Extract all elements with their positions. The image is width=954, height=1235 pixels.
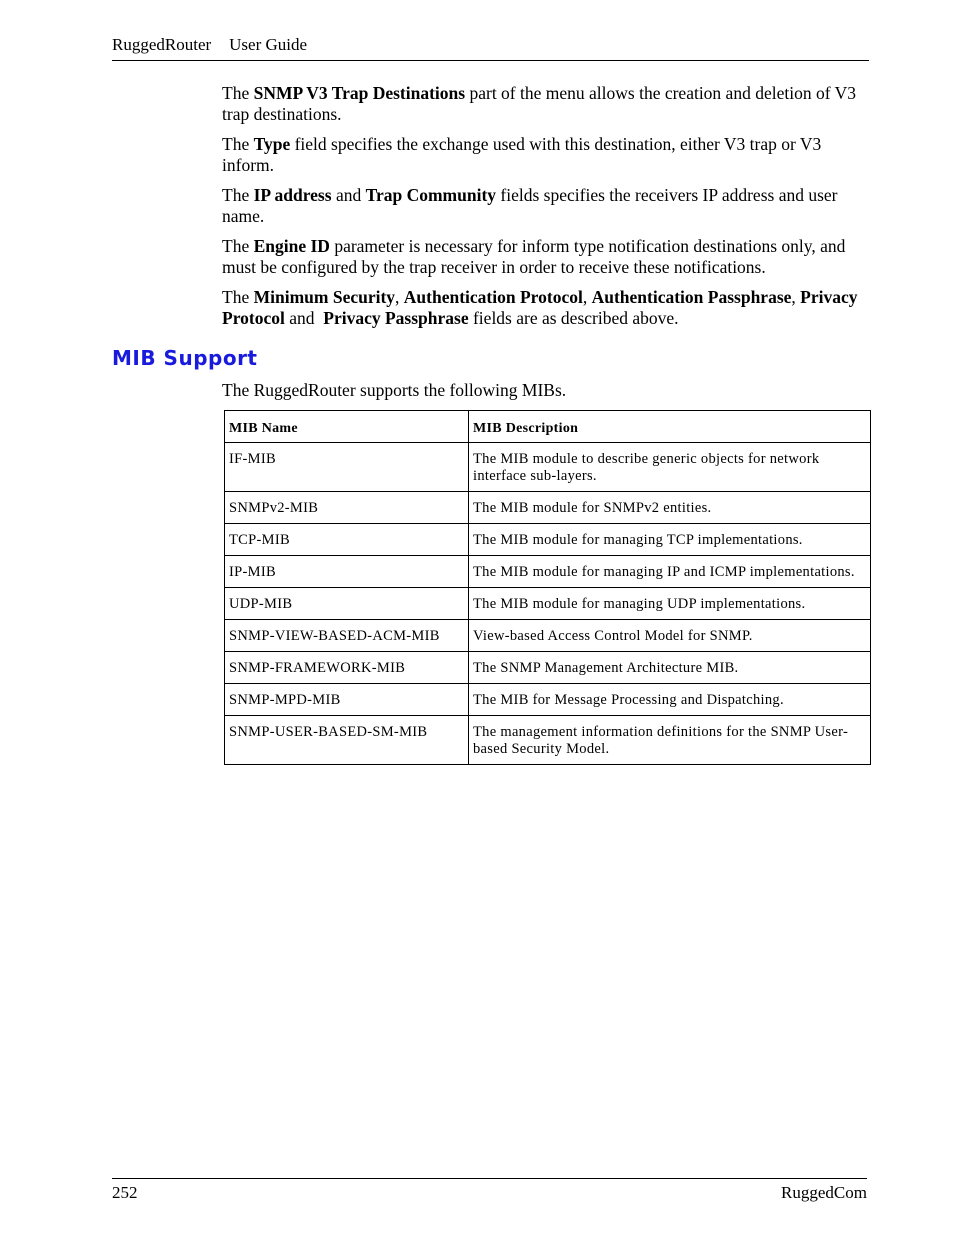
- bold-term: Minimum Security: [253, 287, 396, 307]
- mib-name-cell: SNMP-USER-BASED-SM-MIB: [225, 716, 469, 765]
- paragraph: [222, 185, 870, 227]
- mib-description-cell: The MIB module for managing TCP implementations.: [469, 524, 871, 556]
- text-run: parameter is necessary for inform type notification destinations only, and must be configured by the trap receiver in order to receive these notifications.: [222, 236, 846, 277]
- bold-term: SNMP V3 Trap Destinations: [253, 83, 466, 103]
- page-footer: [112, 1178, 867, 1203]
- section-intro: The RuggedRouter supports the following MIBs.: [222, 380, 567, 400]
- bold-term: Privacy Protocol: [222, 287, 858, 328]
- mib-name-cell: SNMPv2-MIB: [225, 492, 469, 524]
- header-guide-title: User Guide: [229, 35, 308, 54]
- paragraph: [222, 236, 870, 278]
- paragraph: [222, 287, 870, 329]
- table-row: [225, 716, 871, 765]
- body-text: [222, 83, 870, 338]
- mib-description-cell: The management information definitions for the SNMP User-based Security Model.: [469, 716, 871, 765]
- bold-term: Privacy Passphrase: [323, 308, 469, 328]
- table-row: [225, 588, 871, 620]
- mib-name-cell: SNMP-FRAMEWORK-MIB: [225, 652, 469, 684]
- bold-term: Authentication Passphrase: [591, 287, 792, 307]
- text-run: The: [222, 83, 254, 103]
- mib-name-cell: TCP-MIB: [225, 524, 469, 556]
- column-header-mib-name: MIB Name: [225, 411, 469, 443]
- text-run: The: [222, 287, 254, 307]
- bold-term: IP address: [253, 185, 332, 205]
- header-product: RuggedRouter: [112, 35, 212, 54]
- mib-description-cell: View-based Access Control Model for SNMP.: [469, 620, 871, 652]
- mib-name-cell: IP-MIB: [225, 556, 469, 588]
- mib-description-cell: The SNMP Management Architecture MIB.: [469, 652, 871, 684]
- text-run: The: [222, 236, 254, 256]
- table-row: [225, 524, 871, 556]
- table-header-row: [225, 411, 871, 443]
- text-run: ,: [582, 287, 592, 307]
- mib-description-cell: The MIB module to describe generic objects for network interface sub-layers.: [469, 443, 871, 492]
- text-run: part of the menu allows the creation and deletion of V3 trap destinations.: [222, 83, 856, 124]
- bold-term: Engine ID: [253, 236, 330, 256]
- section-heading: MIB Support: [112, 346, 258, 370]
- footer-company: RuggedCom: [781, 1183, 867, 1202]
- bold-term: Authentication Protocol: [403, 287, 583, 307]
- mib-description-cell: The MIB module for SNMPv2 entities.: [469, 492, 871, 524]
- text-run: The: [222, 134, 254, 154]
- column-header-mib-description: MIB Description: [469, 411, 871, 443]
- table-row: [225, 492, 871, 524]
- mib-description-cell: The MIB for Message Processing and Dispatching.: [469, 684, 871, 716]
- mib-name-cell: SNMP-MPD-MIB: [225, 684, 469, 716]
- paragraph: [222, 83, 870, 125]
- paragraph: [222, 134, 870, 176]
- text-run: The: [222, 185, 254, 205]
- mib-name-cell: SNMP-VIEW-BASED-ACM-MIB: [225, 620, 469, 652]
- mib-description-cell: The MIB module for managing IP and ICMP implementations.: [469, 556, 871, 588]
- page-header: [112, 35, 869, 61]
- bold-term: Trap Community: [365, 185, 497, 205]
- table-row: [225, 652, 871, 684]
- mib-description-cell: The MIB module for managing UDP implementations.: [469, 588, 871, 620]
- mib-name-cell: IF-MIB: [225, 443, 469, 492]
- table-row: [225, 684, 871, 716]
- table-row: [225, 443, 871, 492]
- text-run: fields are as described above.: [468, 308, 679, 328]
- text-run: ,: [395, 287, 404, 307]
- text-run: and: [331, 185, 366, 205]
- mib-name-cell: UDP-MIB: [225, 588, 469, 620]
- text-run: ,: [791, 287, 801, 307]
- bold-term: Type: [253, 134, 291, 154]
- text-run: fields specifies the receivers IP address and user name.: [222, 185, 838, 226]
- table-row: [225, 556, 871, 588]
- text-run: and: [284, 308, 324, 328]
- text-run: field specifies the exchange used with this destination, either V3 trap or V3 inform.: [222, 134, 822, 175]
- mib-table: [224, 410, 871, 765]
- page-number: 252: [112, 1183, 138, 1202]
- table-row: [225, 620, 871, 652]
